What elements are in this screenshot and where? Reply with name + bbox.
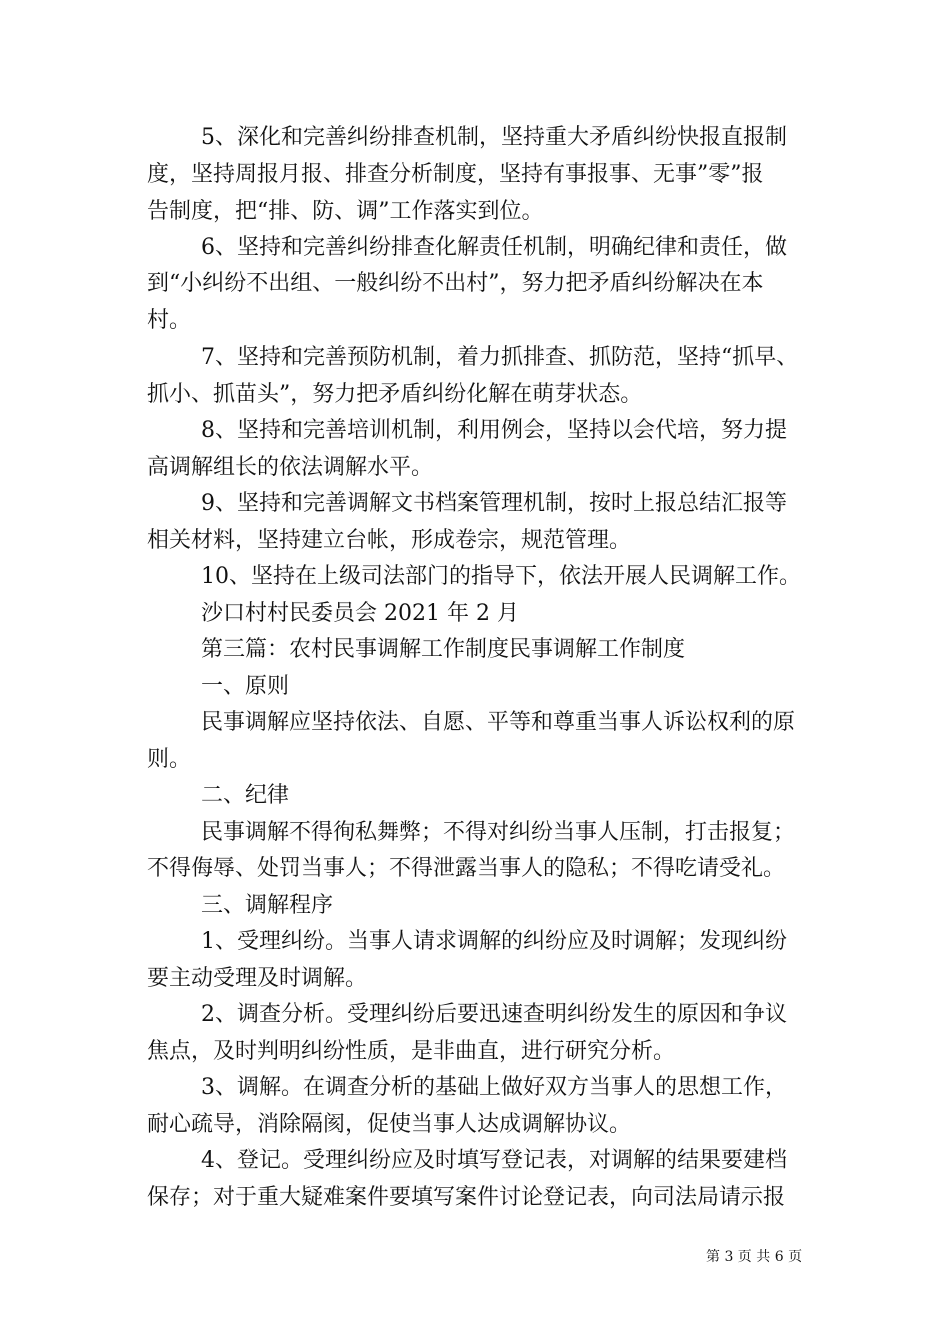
section-heading: 二、纪律 <box>201 783 290 808</box>
body-line: 抓小、抓苗头”，努力把矛盾纠纷化解在萌芽状态。 <box>147 382 643 407</box>
section-title: 第三篇：农村民事调解工作制度民事调解工作制度 <box>201 637 686 662</box>
body-line: 耐心疏导，消除隔阂，促使当事人达成调解协议。 <box>147 1112 632 1137</box>
body-line: 保存；对于重大疑难案件要填写案件讨论登记表，向司法局请示报 <box>147 1185 786 1210</box>
signature-line: 沙口村村民委员会 2021 年 2 月 <box>201 601 519 626</box>
body-line: 4、登记。受理纠纷应及时填写登记表，对调解的结果要建档 <box>201 1148 787 1173</box>
body-line: 民事调解应坚持依法、自愿、平等和尊重当事人诉讼权利的原 <box>201 710 796 735</box>
section-heading: 三、调解程序 <box>201 893 334 918</box>
body-line: 5、深化和完善纠纷排查机制，坚持重大矛盾纠纷快报直报制 <box>201 125 787 150</box>
body-line: 则。 <box>147 747 192 772</box>
body-line: 焦点，及时判明纠纷性质，是非曲直，进行研究分析。 <box>147 1039 676 1064</box>
body-line: 1、受理纠纷。当事人请求调解的纠纷应及时调解；发现纠纷 <box>201 929 787 954</box>
body-line: 9、坚持和完善调解文书档案管理机制，按时上报总结汇报等 <box>201 491 787 516</box>
body-line: 到“小纠纷不出组、一般纠纷不出村”，努力把矛盾纠纷解决在本 <box>147 271 764 296</box>
body-line: 民事调解不得徇私舞弊；不得对纠纷当事人压制，打击报复； <box>201 820 796 845</box>
body-line: 8、坚持和完善培训机制，利用例会，坚持以会代培，努力提 <box>201 418 787 443</box>
body-line: 高调解组长的依法调解水平。 <box>147 455 434 480</box>
body-line: 告制度，把“排、防、调”工作落实到位。 <box>147 199 544 224</box>
page-number: 第 3 页 共 6 页 <box>706 1249 803 1265</box>
body-line: 不得侮辱、处罚当事人；不得泄露当事人的隐私；不得吃请受礼。 <box>147 856 786 881</box>
body-line: 7、坚持和完善预防机制，着力抓排查、抓防范，坚持“抓早、 <box>201 345 799 370</box>
body-line: 村。 <box>147 308 192 333</box>
section-heading: 一、原则 <box>201 674 290 699</box>
body-line: 6、坚持和完善纠纷排查化解责任机制，明确纪律和责任，做 <box>201 235 787 260</box>
body-line: 3、调解。在调查分析的基础上做好双方当事人的思想工作， <box>201 1075 787 1100</box>
body-line: 2、调查分析。受理纠纷后要迅速查明纠纷发生的原因和争议 <box>201 1002 787 1027</box>
body-line: 10、坚持在上级司法部门的指导下，依法开展人民调解工作。 <box>201 564 801 589</box>
body-line: 相关材料，坚持建立台帐，形成卷宗，规范管理。 <box>147 528 632 553</box>
body-line: 要主动受理及时调解。 <box>147 966 368 991</box>
body-line: 度，坚持周报月报、排查分析制度，坚持有事报事、无事”零”报 <box>147 162 764 187</box>
